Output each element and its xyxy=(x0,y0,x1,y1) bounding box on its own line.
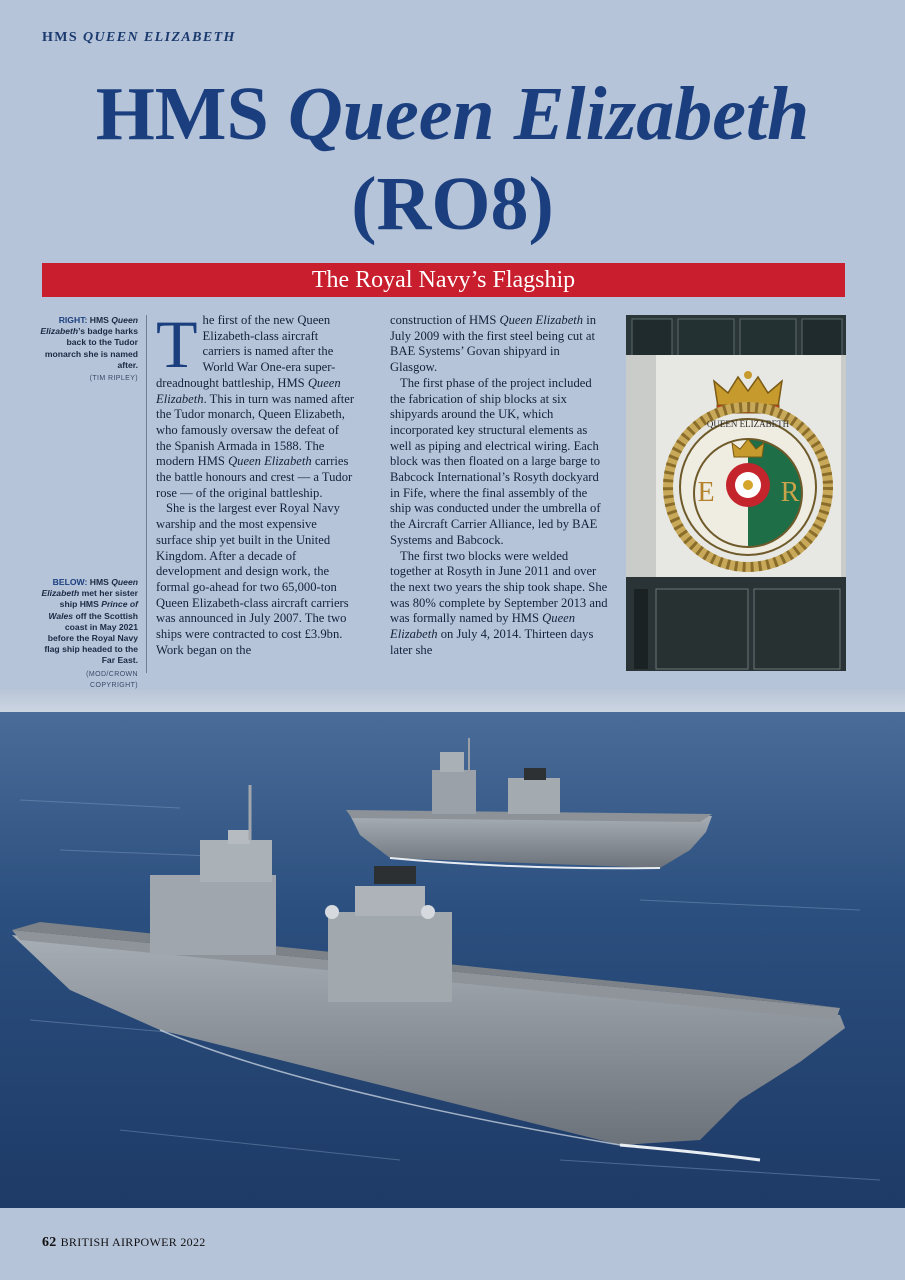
article-column-1: The first of the new Queen Elizabeth-class aircraft carriers is named after the World War One-era super-dreadnought battleship, HMS Queen Elizabeth. This in turn was named after the Tudor monarch, Queen Elizabeth, who famously oversaw the defeat of the Spanish Armada in 1588. The modern HMS Queen Elizabeth carries the battle honours and crest — a Tudor rose — of the original battleship. She is the largest ever Royal Navy warship and the most expensive surface ship yet built in the United Kingdom. After a decade of development and design work, the formal go-ahead for two 65,000-ton Queen Elizabeth-class aircraft carriers was announced in July 2007. The two ships were contracted to cost £3.9bn. Work began on the xyxy=(156,306,355,657)
badge-ring-text: QUEEN ELIZABETH xyxy=(706,419,790,429)
caption-below: BELOW: HMS Queen Elizabeth met her sister ship HMS Prince of Wales off the Scottish coast in May 2021 before the Royal Navy flag ship headed to the Far East. (MOD/CROWN COPYRIGHT) xyxy=(41,577,138,689)
page-number: 62 xyxy=(42,1235,57,1250)
carriers-photo xyxy=(0,690,905,1208)
drop-cap: T xyxy=(156,306,198,382)
publication-name: BRITISH AIRPOWER 2022 xyxy=(60,1235,206,1249)
article-column-2: construction of HMS Queen Elizabeth in July 2009 with the first steel being cut at BAE Systems’ Govan shipyard in Glasgow. The first phase of the project included the fabrication of ship blocks at six shipyards around the UK, which incorporated key structural elements as well as piping and electrical wiring. Each block was then floated on a large barge to Babcock International’s Rosyth dockyard in Fife, where the final assembly of the ship was conducted under the umbrella of the Aircraft Carrier Alliance, led by BAE Systems and Babcock. The first two blocks were welded together at Rosyth in June 2011 and over the next two years the ship took shape. She was 80% complete by September 2013 and was formally named by HMS Queen Elizabeth on July 4, 2014. Thirteen days later she xyxy=(390,313,610,658)
page-footer xyxy=(42,1235,206,1251)
badge-letter-e: E xyxy=(697,477,715,508)
badge-photo xyxy=(626,315,846,671)
paragraph: She is the largest ever Royal Navy warship and the most expensive surface ship yet built in the United Kingdom. After a decade of development and design work, the formal go-ahead for two 65,000-ton Queen Elizabeth-class aircraft carriers was announced in July 2007. The two ships were contracted to cost £3.9bn. Work began on the xyxy=(156,501,349,657)
section-banner: The Royal Navy’s Flagship xyxy=(42,263,845,297)
badge-image xyxy=(626,315,846,671)
page-title-line2: (RO8) xyxy=(351,162,554,246)
paragraph: The first phase of the project included the fabrication of ship blocks at six shipyards around the UK, which incorporated key structural elements as well as piping and electrical wiring. Each block was then floated on a large barge to Babcock International’s Rosyth dockyard in Fife, where the final assembly of the ship was conducted under the umbrella of the Aircraft Carrier Alliance, led by BAE Systems and Babcock. xyxy=(390,375,601,547)
badge-letter-r: R xyxy=(780,477,800,508)
caption-right: RIGHT: HMS Queen Elizabeth’s badge harks back to the Tudor monarch she is named after. (TIM RIPLEY) xyxy=(40,315,138,383)
section-tag: HMS QUEEN ELIZABETH xyxy=(42,30,236,45)
page-title: HMS Queen Elizabeth xyxy=(95,72,810,156)
carriers-image xyxy=(0,690,905,1208)
column-divider xyxy=(146,315,147,673)
